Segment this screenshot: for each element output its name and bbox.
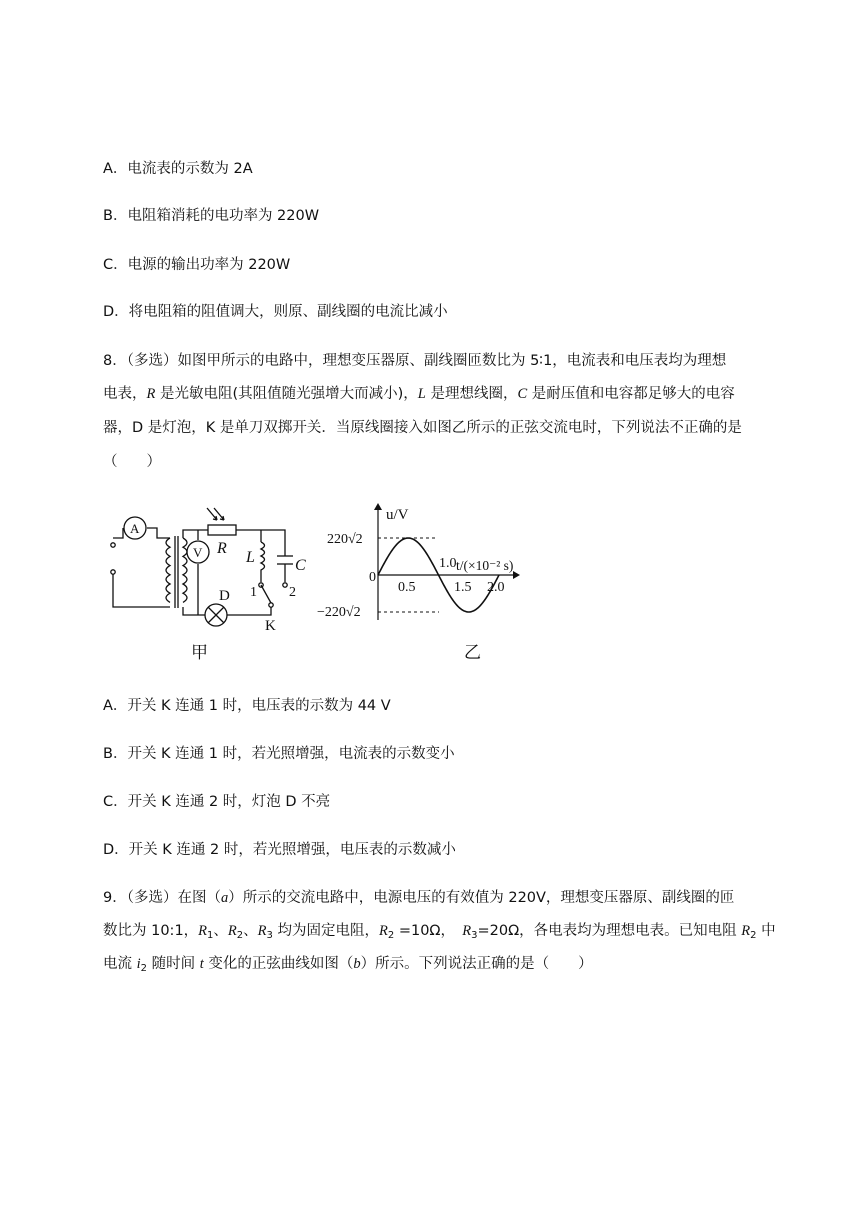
switch-k — [269, 603, 273, 607]
input-terminal — [111, 543, 115, 547]
x-tick-0.5: 0.5 — [398, 580, 416, 595]
q9-stem-line-2: 数比为 10:1，$R_1$、$R_2$、$R_3$ 均为固定电阻，$R_2 =10\Omega$， $R_3=20\Omega$，各电表均为理想电表。已知电阻 $R_2$ 中 — [103, 923, 776, 941]
switch-position-2: 2 — [289, 585, 296, 600]
q8-option-c: C．开关 K 连通 2 时，灯泡 D 不亮 — [103, 794, 331, 810]
caption-jia: 甲 — [191, 643, 208, 663]
resistor-label: R — [217, 540, 227, 557]
q7-option-a: A．电流表的示数为 2A — [103, 161, 253, 177]
x-tick-1.5: 1.5 — [454, 580, 472, 595]
inductor-coil — [261, 542, 265, 582]
voltmeter-label: V — [193, 545, 203, 560]
ammeter-label: A — [130, 521, 140, 536]
y-axis-label: u/V — [386, 507, 409, 523]
lamp-label: D — [219, 588, 230, 604]
photoresistor — [208, 525, 236, 535]
inductor-label: L — [246, 549, 255, 566]
q9-stem-line-3: 电流 $i_2$ 随时间 t 变化的正弦曲线如图（b）所示。下列说法正确的是（ ） — [103, 956, 593, 974]
q8-option-a: A．开关 K 连通 1 时，电压表的示数为 44 V — [103, 698, 391, 714]
q8-stem-line-2: 电表，R 是光敏电阻(其阻值随光强增大而减小)，L 是理想线圈，C 是耐压值和电容都足够大的电容 — [103, 386, 735, 402]
q8-stem-line-4: （ ） — [103, 454, 161, 470]
x-axis-label: t/(×10⁻² s) — [456, 558, 514, 573]
y-tick-peak: 220√2 — [327, 532, 363, 547]
light-arrows-icon — [207, 508, 224, 520]
origin-label: 0 — [369, 570, 376, 585]
q8-option-d: D．开关 K 连通 2 时，若光照增强，电压表的示数减小 — [103, 842, 456, 858]
q7-option-c: C．电源的输出功率为 220W — [103, 257, 291, 273]
x-tick-2.0: 2.0 — [487, 580, 505, 595]
x-axis-arrow-icon — [513, 571, 520, 579]
q8-stem-line-1: 8．（多选）如图甲所示的电路中，理想变压器原、副线圈匝数比为 5∶1，电流表和电压表均为理想 — [103, 353, 727, 369]
q7-option-b: B．电阻箱消耗的电功率为 220W — [103, 208, 320, 224]
q8-stem-line-3: 器，D 是灯泡，K 是单刀双掷开关．当原线圈接入如图乙所示的正弦交流电时，下列说法不正确的是 — [103, 420, 742, 436]
q9-stem-line-1: 9．（多选）在图（a）所示的交流电路中，电源电压的有效值为 220V，理想变压器原、副线圈的匝 — [103, 890, 735, 906]
y-axis-arrow-icon — [374, 503, 382, 510]
q8-option-b: B．开关 K 连通 1 时，若光照增强，电流表的示数变小 — [103, 746, 455, 762]
y-tick-trough: −220√2 — [317, 605, 361, 620]
switch-position-1: 1 — [250, 585, 257, 600]
switch-label: K — [265, 618, 276, 634]
capacitor-label: C — [295, 557, 306, 574]
waveform-graph-yi — [317, 503, 520, 663]
x-tick-1.0: 1.0 — [439, 556, 457, 571]
primary-coil — [166, 538, 170, 602]
input-terminal — [111, 570, 115, 574]
secondary-coil — [183, 538, 187, 602]
q7-option-d: D．将电阻箱的阻值调大，则原、副线圈的电流比减小 — [103, 304, 448, 320]
q8-figure — [103, 500, 603, 670]
caption-yi: 乙 — [464, 643, 481, 663]
